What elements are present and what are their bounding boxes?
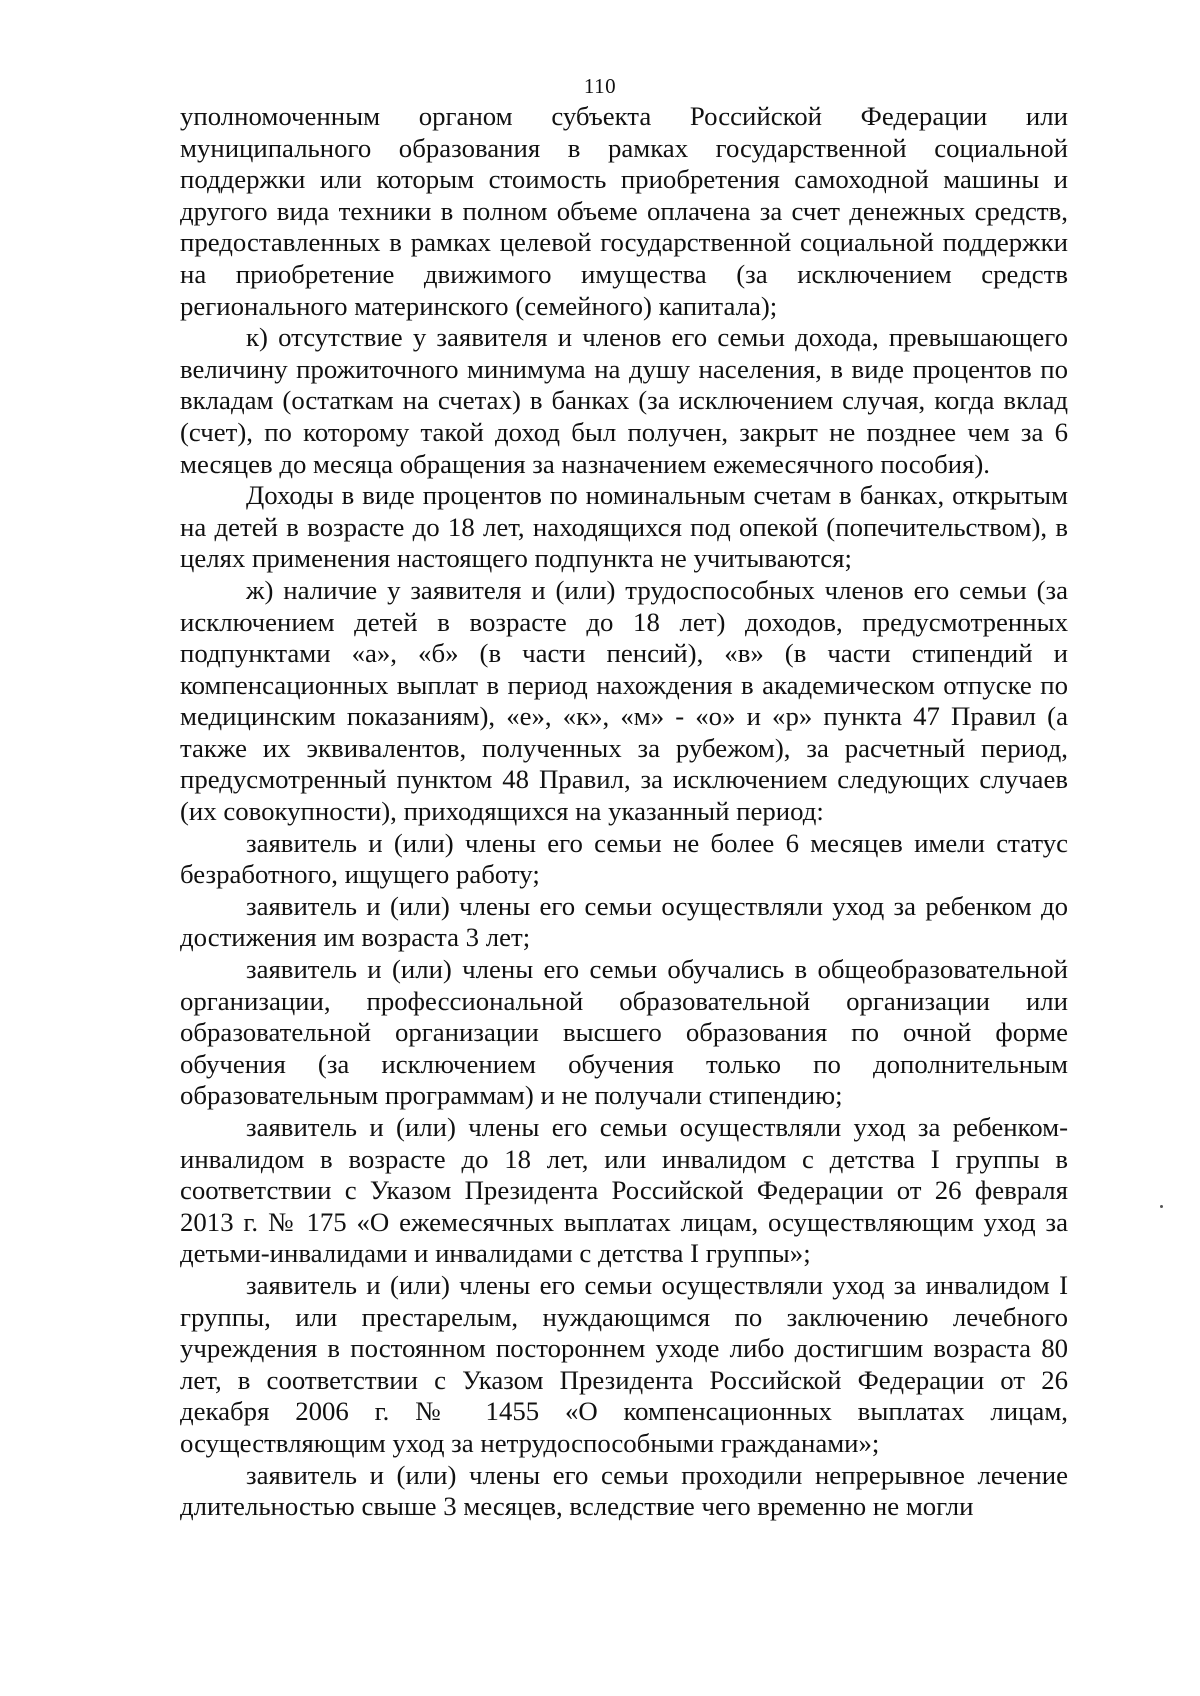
paragraph-case-education: заявитель и (или) члены его семьи обучались в общеобразовательной организации, профессиональной образовательной организации или образовательной организации высшего образования по очной форме обучения (за исключением обучения только по дополнительным образовательным программам) и не получали стипендию; xyxy=(180,954,1068,1111)
paragraph-item-k: к) отсутствие у заявителя и членов его семьи дохода, превышающего величину прожиточного минимума на душу населения, в виде процентов по вкладам (остаткам на счетах) в банках (за исключением случая, когда вклад (счет), по которому такой доход был получен, закрыт не позднее чем за 6 месяцев до месяца обращения за назначением ежемесячного пособия). xyxy=(180,322,1068,479)
document-body xyxy=(180,101,1068,1523)
paragraph-case-unemployed: заявитель и (или) члены его семьи не более 6 месяцев имели статус безработного, ищущего работу; xyxy=(180,827,1068,890)
paragraph-item-zh: ж) наличие у заявителя и (или) трудоспособных членов его семьи (за исключением детей в возрасте до 18 лет) доходов, предусмотренных подпунктами «а», «б» (в части пенсий), «в» (в части стипендий и компенсационных выплат в период нахождения в академическом отпуске по медицинским показаниям), «е», «к», «м» - «о» и «р» пункта 47 Правил (а также их эквивалентов, полученных за рубежом), за расчетный период, предусмотренный пунктом 48 Правил, за исключением следующих случаев (их совокупности), приходящихся на указанный период: xyxy=(180,574,1068,827)
paragraph-continuation: уполномоченным органом субъекта Российской Федерации или муниципального образования в рамках государственной социальной поддержки или которым стоимость приобретения самоходной машины и другого вида техники в полном объеме оплачена за счет денежных средств, предоставленных в рамках целевой государственной социальной поддержки на приобретение движимого имущества (за исключением средств регионального материнского (семейного) капитала); xyxy=(180,101,1068,321)
paragraph-case-treatment: заявитель и (или) члены его семьи проходили непрерывное лечение длительностью свыше 3 месяцев, вследствие чего временно не могли xyxy=(180,1459,1068,1522)
margin-speck xyxy=(1160,1205,1163,1208)
paragraph-case-disabled-adult: заявитель и (или) члены его семьи осуществляли уход за инвалидом I группы, или престарелым, нуждающимся по заключению лечебного учреждения в постоянном постороннем уходе либо достигшим возраста 80 лет, в соответствии с Указом Президента Российской Федерации от 26 декабря 2006 г. № 1455 «О компенсационных выплатах лицам, осуществляющим уход за нетрудоспособными гражданами»; xyxy=(180,1269,1068,1458)
paragraph-income-note: Доходы в виде процентов по номинальным счетам в банках, открытым на детей в возрасте до 18 лет, находящихся под опекой (попечительством), в целях применения настоящего подпункта не учитываются; xyxy=(180,480,1068,574)
paragraph-case-childcare: заявитель и (или) члены его семьи осуществляли уход за ребенком до достижения им возраста 3 лет; xyxy=(180,890,1068,953)
page-number: 110 xyxy=(583,74,617,98)
paragraph-case-disabled-child: заявитель и (или) члены его семьи осуществляли уход за ребенком-инвалидом в возрасте до 18 лет, или инвалидом с детства I группы в соответствии с Указом Президента Российской Федерации от 26 февраля 2013 г. № 175 «О ежемесячных выплатах лицам, осуществляющим уход за детьми-инвалидами и инвалидами с детства I группы»; xyxy=(180,1112,1068,1269)
